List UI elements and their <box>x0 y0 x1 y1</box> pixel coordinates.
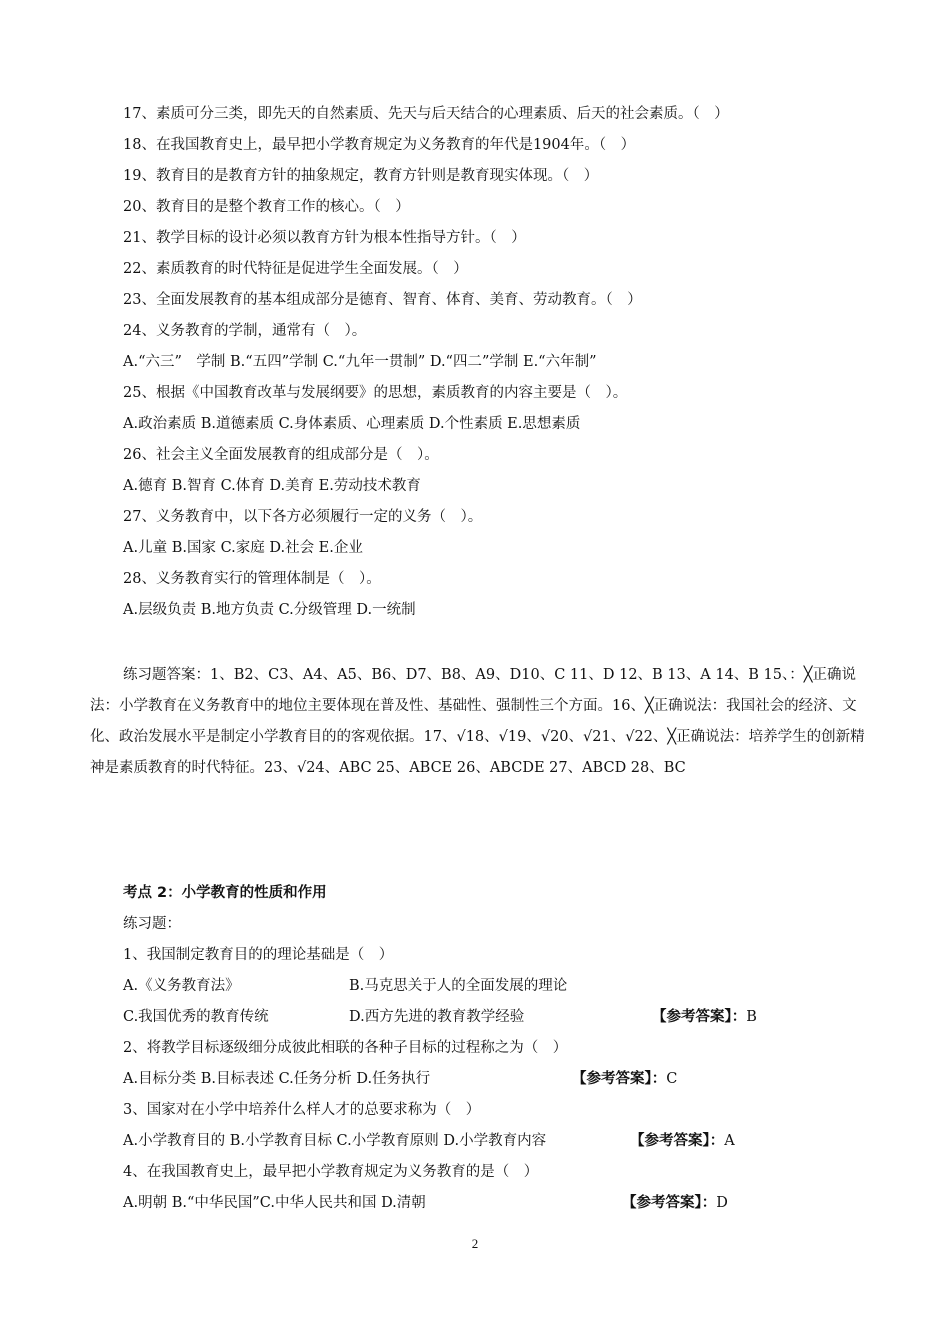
question-24-options: A.“六三” 学制 B.“五四”学制 C.“九年一贯制” D.“四二”学制 E.“六年制” <box>123 354 597 370</box>
item-4-question: 4、在我国教育史上，最早把小学教育规定为义务教育的是（ ） <box>123 1164 539 1180</box>
item-1-option-b: B.马克思关于人的全面发展的理论 <box>349 978 568 994</box>
question-24: 24、义务教育的学制，通常有（ ）。 <box>123 323 367 339</box>
item-3-question: 3、国家对在小学中培养什么样人才的总要求称为（ ） <box>123 1102 481 1118</box>
section-subheading: 练习题： <box>123 916 181 932</box>
answers-paragraph: 练习题答案：1、B2、C3、A4、A5、B6、D7、B8、A9、D10、C 11、D 12、B 13、A 14、B 15、：╳正确说法：小学教育在义务教育中的地位主要体现在普及性、基础性、强制性三个方面。16、╳正确说法：我国社会的经济、文化、政治发展水平是制定小学教育目的的客观依据。17、√18、√19、√20、√21、√22、╳正确说法：培养学生的创新精神是素质教育的时代特征。23、√24、ABC 25、ABCE 26、ABCDE 27、ABCD 28、BC <box>90 667 865 776</box>
item-1-question: 1、我国制定教育目的的理论基础是（ ） <box>123 947 394 963</box>
item-3-reference-answer <box>630 1131 735 1151</box>
question-17: 17、素质可分三类，即先天的自然素质、先天与后天结合的心理素质、后天的社会素质。（ ） <box>123 106 729 122</box>
item-1-option-a: A.《义务教育法》 <box>123 978 240 994</box>
question-28-options: A.层级负责 B.地方负责 C.分级管理 D.一统制 <box>123 602 416 618</box>
item-3-options: A.小学教育目的 B.小学教育目标 C.小学教育原则 D.小学教育内容 <box>123 1133 547 1149</box>
item-1-option-d: D.西方先进的教育教学经验 <box>349 1009 525 1025</box>
question-19: 19、教育目的是教育方针的抽象规定，教育方针则是教育现实体现。（ ） <box>123 168 599 184</box>
question-18: 18、在我国教育史上，最早把小学教育规定为义务教育的年代是1904年。（ ） <box>123 137 636 153</box>
question-20: 20、教育目的是整个教育工作的核心。（ ） <box>123 199 410 215</box>
item-1-option-c: C.我国优秀的教育传统 <box>123 1009 269 1025</box>
item-1-reference-answer <box>652 1007 757 1027</box>
item-2-reference-answer <box>572 1069 677 1089</box>
answer-value: C <box>666 1071 678 1087</box>
answer-value: B <box>746 1009 757 1025</box>
item-4-options: A.明朝 B.“中华民国”C.中华人民共和国 D.清朝 <box>123 1195 426 1211</box>
answer-value: D <box>716 1195 728 1211</box>
reference-label: 【参考答案】： <box>572 1070 667 1087</box>
question-21: 21、教学目标的设计必须以教育方针为根本性指导方针。（ ） <box>123 230 526 246</box>
question-22: 22、素质教育的时代特征是促进学生全面发展。（ ） <box>123 261 468 277</box>
item-2-question: 2、将教学目标逐级细分成彼此相联的各种子目标的过程称之为（ ） <box>123 1040 568 1056</box>
item-4-reference-answer <box>622 1193 728 1213</box>
reference-label: 【参考答案】： <box>622 1194 717 1211</box>
page-number: 2 <box>471 1236 479 1251</box>
question-25-options: A.政治素质 B.道德素质 C.身体素质、心理素质 D.个性素质 E.思想素质 <box>123 416 581 432</box>
reference-label: 【参考答案】： <box>630 1132 725 1149</box>
question-25: 25、根据《中国教育改革与发展纲要》的思想，素质教育的内容主要是（ ）。 <box>123 385 628 401</box>
reference-label: 【参考答案】： <box>652 1008 747 1025</box>
question-26-options: A.德育 B.智育 C.体育 D.美育 E.劳动技术教育 <box>123 478 421 494</box>
question-28: 28、义务教育实行的管理体制是（ ）。 <box>123 571 381 587</box>
question-27: 27、义务教育中，以下各方必须履行一定的义务（ ）。 <box>123 509 483 525</box>
question-26: 26、社会主义全面发展教育的组成部分是（ ）。 <box>123 447 439 463</box>
answer-value: A <box>724 1133 735 1149</box>
item-2-options: A.目标分类 B.目标表述 C.任务分析 D.任务执行 <box>123 1071 431 1087</box>
section-heading: 考点 2：小学教育的性质和作用 <box>123 885 327 901</box>
question-27-options: A.儿童 B.国家 C.家庭 D.社会 E.企业 <box>123 540 363 556</box>
question-23: 23、全面发展教育的基本组成部分是德育、智育、体育、美育、劳动教育。（ ） <box>123 292 642 308</box>
